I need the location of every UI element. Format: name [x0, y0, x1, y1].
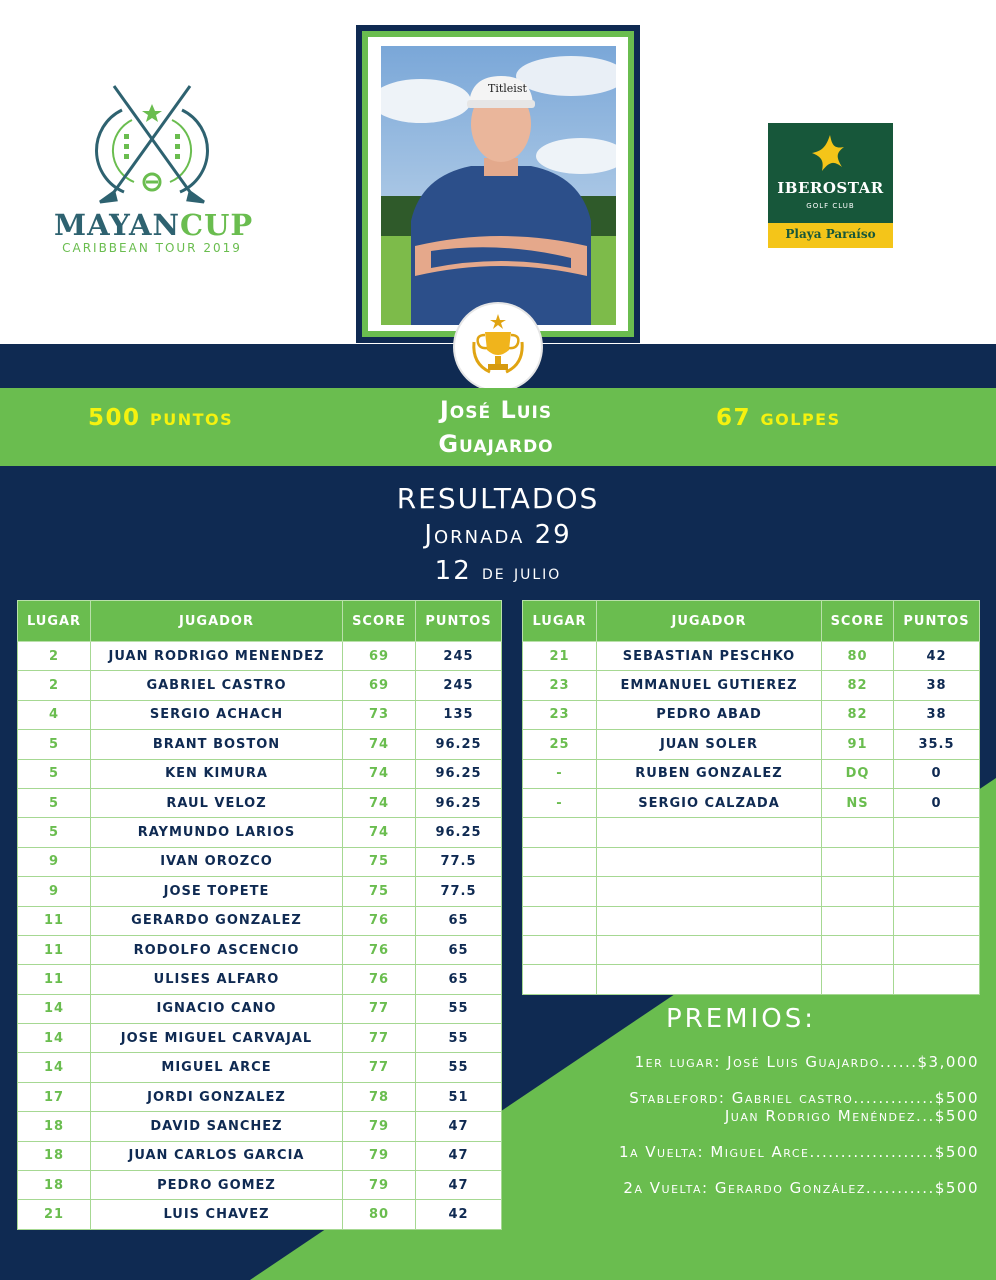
cell-jugador: RAUL VELOZ: [91, 788, 343, 817]
table-row: [18, 1112, 502, 1141]
results-table-left: [17, 600, 502, 1230]
cell-jugador: BRANT BOSTON: [91, 730, 343, 759]
cell-lugar: 18: [18, 1141, 91, 1170]
empty-cell: [894, 965, 980, 994]
cell-lugar: 2: [18, 671, 91, 700]
cell-score: 80: [822, 642, 894, 671]
sponsor-subtitle: GOLF CLUB: [806, 202, 855, 210]
winner-strokes: 67 golpes: [716, 405, 841, 431]
cell-jugador: JUAN SOLER: [597, 730, 822, 759]
cell-score: 91: [822, 730, 894, 759]
cell-jugador: JUAN CARLOS GARCIA: [91, 1141, 343, 1170]
cell-jugador: LUIS CHAVEZ: [91, 1200, 343, 1229]
cell-score: 74: [343, 818, 416, 847]
cell-score: 69: [343, 671, 416, 700]
cell-puntos: 135: [416, 700, 502, 729]
empty-cell: [597, 818, 822, 847]
empty-cell: [894, 906, 980, 935]
empty-cell: [894, 877, 980, 906]
cell-score: 74: [343, 730, 416, 759]
empty-cell: [597, 906, 822, 935]
table-row: [18, 1024, 502, 1053]
cell-puntos: 96.25: [416, 818, 502, 847]
trophy-icon: [468, 312, 528, 382]
cell-jugador: RUBEN GONZALEZ: [597, 759, 822, 788]
cell-lugar: 11: [18, 906, 91, 935]
table-row: [18, 700, 502, 729]
sponsor-name: IBEROSTAR: [777, 179, 884, 197]
empty-cell: [523, 965, 597, 994]
cell-jugador: SERGIO CALZADA: [597, 788, 822, 817]
results-title: RESULTADOS: [396, 482, 600, 515]
empty-cell: [822, 935, 894, 964]
table-row: [18, 877, 502, 906]
cell-lugar: 14: [18, 1024, 91, 1053]
winner-photo: [381, 46, 616, 325]
trophy-badge: [455, 304, 541, 390]
cell-lugar: 5: [18, 788, 91, 817]
winner-points: 500 puntos: [88, 405, 234, 431]
cell-score: 74: [343, 759, 416, 788]
cell-puntos: 245: [416, 671, 502, 700]
cell-lugar: 5: [18, 759, 91, 788]
cell-lugar: 9: [18, 877, 91, 906]
header-jugador: JUGADOR: [597, 601, 822, 642]
cell-puntos: 38: [894, 700, 980, 729]
table-row: [18, 906, 502, 935]
cell-puntos: 42: [416, 1200, 502, 1229]
cell-jugador: JORDI GONZALEZ: [91, 1082, 343, 1111]
empty-cell: [822, 877, 894, 906]
table-row: [18, 1141, 502, 1170]
cell-jugador: ULISES ALFARO: [91, 965, 343, 994]
table-row: [18, 994, 502, 1023]
cell-jugador: SERGIO ACHACH: [91, 700, 343, 729]
empty-cell: [894, 818, 980, 847]
cell-puntos: 0: [894, 759, 980, 788]
cell-lugar: -: [523, 788, 597, 817]
cell-score: 78: [343, 1082, 416, 1111]
cell-score: 76: [343, 965, 416, 994]
cell-puntos: 55: [416, 1024, 502, 1053]
header-score: SCORE: [822, 601, 894, 642]
cell-score: 82: [822, 671, 894, 700]
empty-row: [523, 906, 980, 935]
date-title: [0, 556, 996, 586]
header-lugar: LUGAR: [18, 601, 91, 642]
date-day: 12: [434, 556, 472, 586]
table-row: [18, 1200, 502, 1229]
empty-cell: [597, 877, 822, 906]
cell-jugador: IVAN OROZCO: [91, 847, 343, 876]
cell-puntos: 96.25: [416, 759, 502, 788]
cell-lugar: 5: [18, 730, 91, 759]
cell-puntos: 0: [894, 788, 980, 817]
table-row: [18, 788, 502, 817]
cell-score: 79: [343, 1141, 416, 1170]
empty-row: [523, 965, 980, 994]
empty-cell: [894, 847, 980, 876]
cell-lugar: 18: [18, 1112, 91, 1141]
cell-puntos: 38: [894, 671, 980, 700]
cap-text: Titleist: [488, 82, 527, 95]
cell-lugar: 17: [18, 1082, 91, 1111]
empty-cell: [597, 847, 822, 876]
cell-puntos: 65: [416, 906, 502, 935]
cell-lugar: -: [523, 759, 597, 788]
cell-score: 77: [343, 1024, 416, 1053]
cell-lugar: 11: [18, 965, 91, 994]
cell-jugador: RODOLFO ASCENCIO: [91, 935, 343, 964]
table-row: [18, 1171, 502, 1200]
cell-puntos: 47: [416, 1141, 502, 1170]
empty-cell: [822, 965, 894, 994]
prize-stableford-1: Stableford: Gabriel castro.............$500: [629, 1089, 979, 1107]
cell-puntos: 65: [416, 965, 502, 994]
table-row: [18, 730, 502, 759]
table-row: [18, 759, 502, 788]
cell-jugador: DAVID SANCHEZ: [91, 1112, 343, 1141]
cell-score: 79: [343, 1171, 416, 1200]
table-row: [18, 642, 502, 671]
winner-name-line1: José Luis: [439, 396, 553, 424]
empty-cell: [894, 935, 980, 964]
table-row: [18, 935, 502, 964]
cell-puntos: 42: [894, 642, 980, 671]
header-lugar: LUGAR: [523, 601, 597, 642]
cell-puntos: 47: [416, 1112, 502, 1141]
cell-score: 69: [343, 642, 416, 671]
cell-score: 75: [343, 847, 416, 876]
empty-row: [523, 818, 980, 847]
empty-cell: [822, 906, 894, 935]
cell-lugar: 18: [18, 1171, 91, 1200]
prizes-title: PREMIOS:: [666, 1004, 817, 1034]
logo-title: MAYANCUP: [54, 208, 254, 242]
cell-puntos: 51: [416, 1082, 502, 1111]
cell-lugar: 11: [18, 935, 91, 964]
cell-puntos: 245: [416, 642, 502, 671]
empty-cell: [523, 935, 597, 964]
cell-puntos: 65: [416, 935, 502, 964]
cell-jugador: JOSE MIGUEL CARVAJAL: [91, 1024, 343, 1053]
cell-score: 73: [343, 700, 416, 729]
cell-puntos: 96.25: [416, 730, 502, 759]
cell-score: 77: [343, 994, 416, 1023]
logo-subtitle: CARIBBEAN TOUR 2019: [62, 241, 242, 255]
cell-jugador: PEDRO ABAD: [597, 700, 822, 729]
cell-lugar: 23: [523, 671, 597, 700]
empty-cell: [523, 818, 597, 847]
results-body-right: [523, 642, 980, 995]
prize-vuelta-1: 1a Vuelta: Miguel Arce....................$500: [618, 1143, 979, 1161]
table-header-row: [18, 601, 502, 642]
empty-cell: [523, 906, 597, 935]
cell-jugador: RAYMUNDO LARIOS: [91, 818, 343, 847]
cell-puntos: 47: [416, 1171, 502, 1200]
table-row: [523, 642, 980, 671]
cell-puntos: 55: [416, 1053, 502, 1082]
date-month: de julio: [482, 560, 562, 584]
cell-lugar: 9: [18, 847, 91, 876]
table-row: [523, 700, 980, 729]
cell-score: 77: [343, 1053, 416, 1082]
header-score: SCORE: [343, 601, 416, 642]
empty-cell: [523, 877, 597, 906]
prize-vuelta-2: 2a Vuelta: Gerardo González...........$500: [623, 1179, 979, 1197]
table-row: [18, 847, 502, 876]
cell-jugador: KEN KIMURA: [91, 759, 343, 788]
empty-row: [523, 847, 980, 876]
table-row: [18, 1082, 502, 1111]
header-puntos: PUNTOS: [894, 601, 980, 642]
cell-jugador: JOSE TOPETE: [91, 877, 343, 906]
cell-score: 76: [343, 906, 416, 935]
cell-jugador: IGNACIO CANO: [91, 994, 343, 1023]
cell-jugador: GERARDO GONZALEZ: [91, 906, 343, 935]
empty-cell: [822, 847, 894, 876]
table-header-row: [523, 601, 980, 642]
cell-score: DQ: [822, 759, 894, 788]
empty-cell: [597, 935, 822, 964]
cell-puntos: 55: [416, 994, 502, 1023]
empty-cell: [597, 965, 822, 994]
winner-name: [396, 393, 596, 461]
cell-jugador: JUAN RODRIGO MENENDEZ: [91, 642, 343, 671]
empty-cell: [822, 818, 894, 847]
winner-name-line2: Guajardo: [438, 430, 554, 458]
iberostar-logo: [768, 123, 893, 248]
cell-score: 76: [343, 935, 416, 964]
star-icon: [808, 133, 853, 177]
table-row: [18, 1053, 502, 1082]
cell-lugar: 14: [18, 994, 91, 1023]
empty-row: [523, 935, 980, 964]
cell-lugar: 21: [523, 642, 597, 671]
table-row: [18, 818, 502, 847]
table-row: [523, 759, 980, 788]
table-row: [18, 671, 502, 700]
cell-score: 80: [343, 1200, 416, 1229]
cell-score: 82: [822, 700, 894, 729]
cell-jugador: MIGUEL ARCE: [91, 1053, 343, 1082]
empty-row: [523, 877, 980, 906]
table-row: [523, 788, 980, 817]
table-row: [523, 671, 980, 700]
cell-jugador: EMMANUEL GUTIEREZ: [597, 671, 822, 700]
cell-puntos: 77.5: [416, 877, 502, 906]
sponsor-place: Playa Paraíso: [785, 227, 876, 241]
cell-lugar: 5: [18, 818, 91, 847]
cell-score: 75: [343, 877, 416, 906]
results-table-right: [522, 600, 980, 995]
table-row: [523, 730, 980, 759]
cell-score: 74: [343, 788, 416, 817]
cell-lugar: 2: [18, 642, 91, 671]
cell-score: NS: [822, 788, 894, 817]
cell-lugar: 23: [523, 700, 597, 729]
cell-lugar: 25: [523, 730, 597, 759]
results-body-left: [18, 642, 502, 1230]
cell-puntos: 35.5: [894, 730, 980, 759]
round-title: Jornada 29: [424, 520, 572, 550]
cell-score: 79: [343, 1112, 416, 1141]
header-puntos: PUNTOS: [416, 601, 502, 642]
cell-lugar: 21: [18, 1200, 91, 1229]
cell-lugar: 14: [18, 1053, 91, 1082]
cell-puntos: 96.25: [416, 788, 502, 817]
header-jugador: JUGADOR: [91, 601, 343, 642]
cell-jugador: GABRIEL CASTRO: [91, 671, 343, 700]
cell-jugador: SEBASTIAN PESCHKO: [597, 642, 822, 671]
empty-cell: [523, 847, 597, 876]
cell-jugador: PEDRO GOMEZ: [91, 1171, 343, 1200]
prize-first: 1er lugar: José Luis Guajardo......$3,000: [634, 1053, 979, 1071]
prize-stableford-2: Juan Rodrigo Menéndez...$500: [724, 1107, 979, 1125]
cell-lugar: 4: [18, 700, 91, 729]
table-row: [18, 965, 502, 994]
cell-puntos: 77.5: [416, 847, 502, 876]
